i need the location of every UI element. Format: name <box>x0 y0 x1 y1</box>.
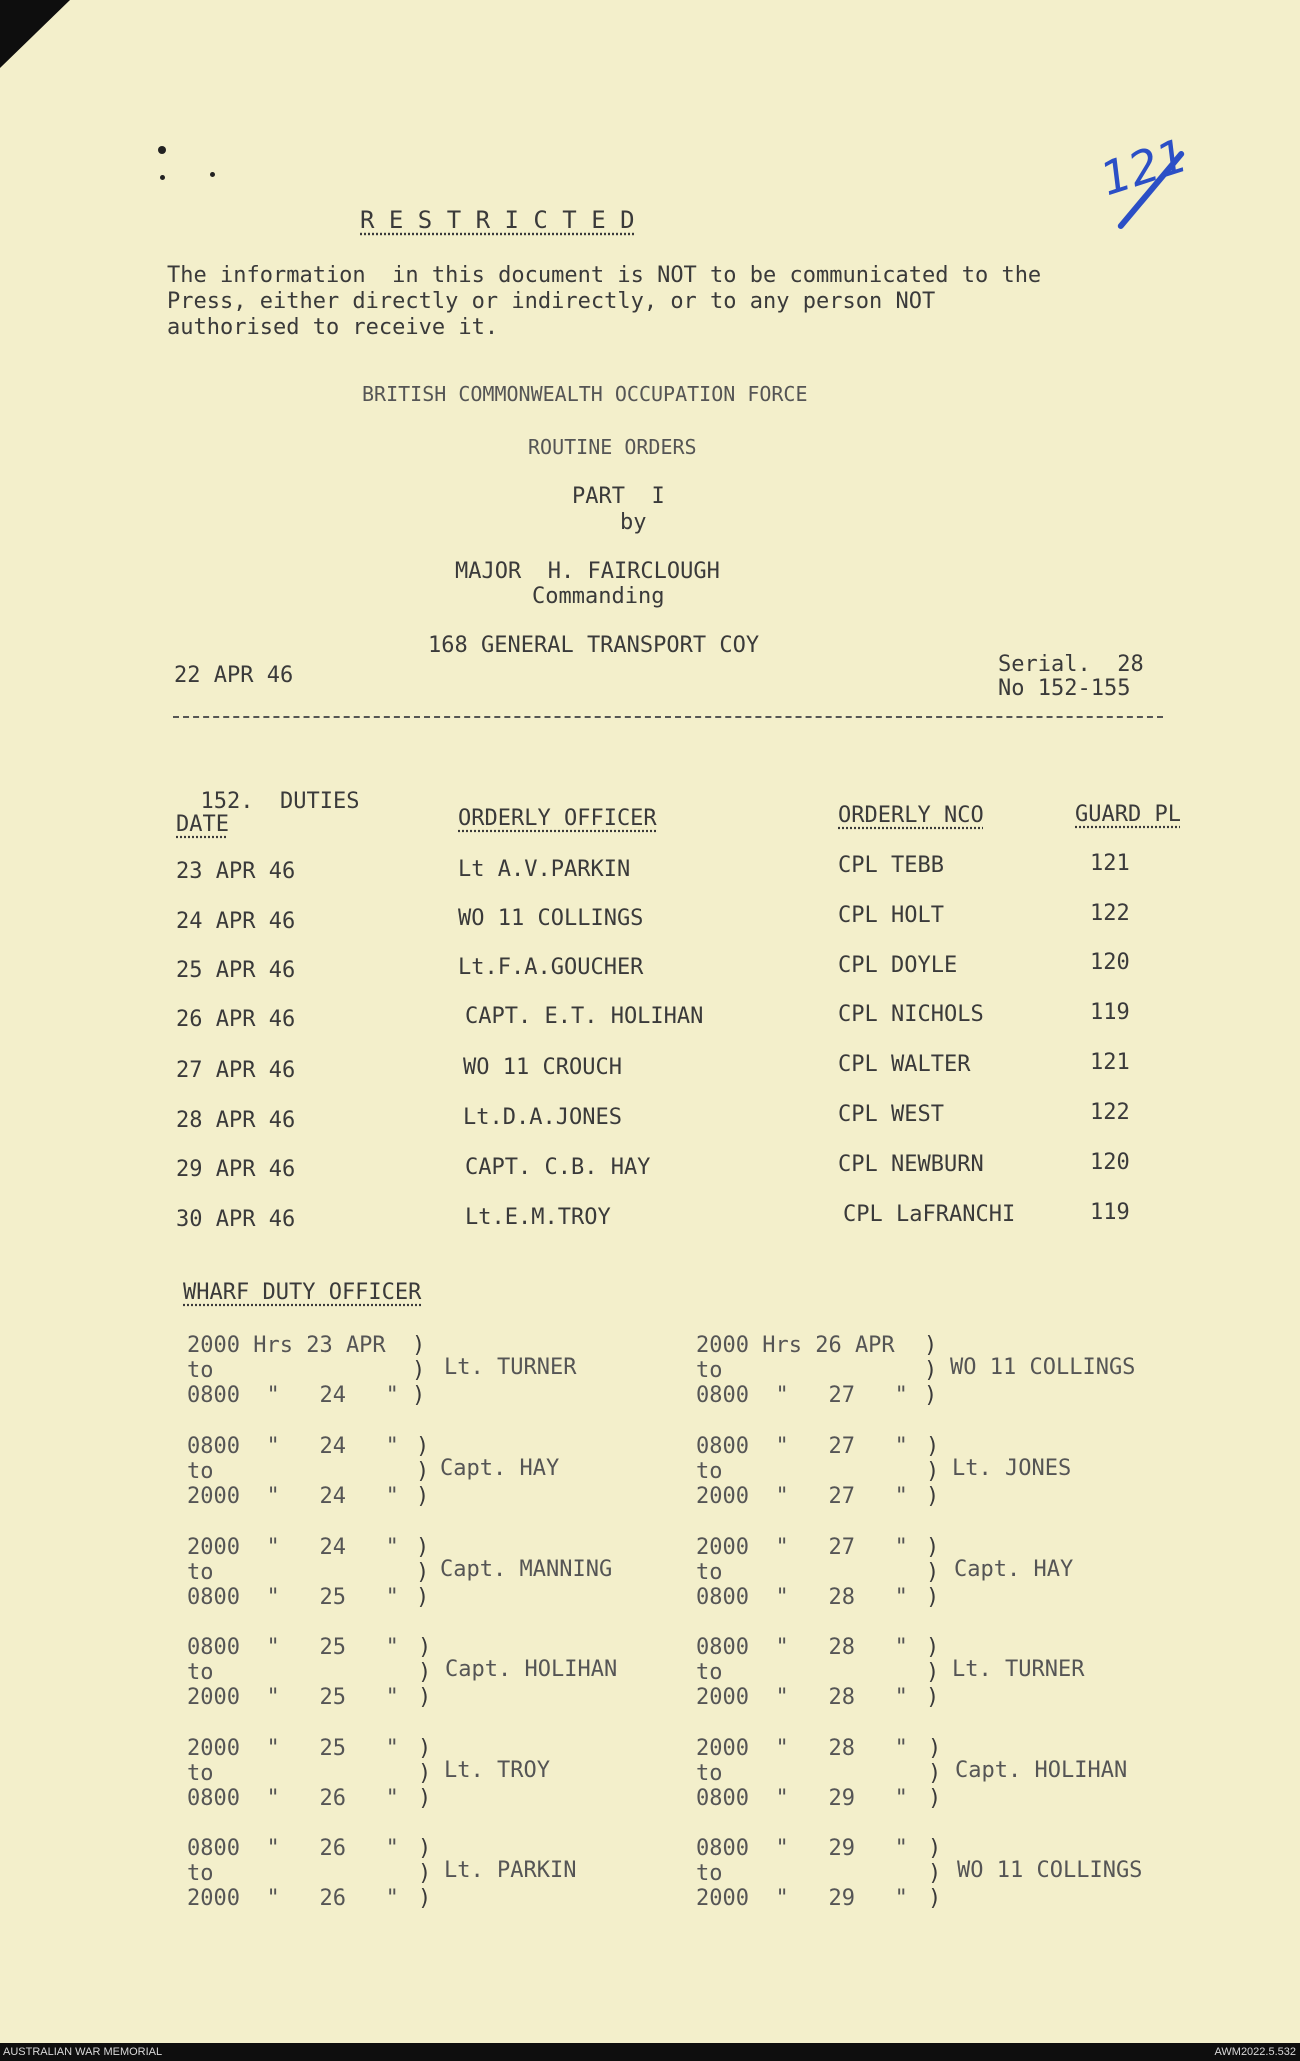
table-row-date: 26 APR 46 <box>176 1007 296 1032</box>
bracket: ) <box>412 1358 426 1383</box>
duties-heading-text: 152. DUTIES <box>200 789 360 814</box>
bracket: ) <box>928 1861 942 1886</box>
table-row-nco: CPL WALTER <box>838 1052 971 1077</box>
table-row-date: 24 APR 46 <box>176 909 296 934</box>
duties-heading <box>174 763 359 815</box>
wharf-left-from: 0800 " 25 " <box>187 1635 399 1660</box>
table-row-date: 27 APR 46 <box>176 1058 296 1083</box>
table-row-officer: Lt.E.M.TROY <box>465 1205 611 1230</box>
wharf-left-from: 0800 " 24 " <box>187 1434 399 1459</box>
bracket: ) <box>926 1660 940 1685</box>
bracket: ) <box>416 1484 430 1509</box>
routine-orders-title: ROUTINE ORDERS <box>528 435 697 459</box>
wharf-right-from: 2000 " 27 " <box>696 1535 908 1560</box>
bracket: ) <box>928 1786 942 1811</box>
table-row-officer: CAPT. C.B. HAY <box>465 1155 651 1180</box>
bracket: ) <box>418 1836 432 1861</box>
wharf-right-until: 2000 " 27 " <box>696 1484 908 1509</box>
bracket: ) <box>418 1685 432 1710</box>
wharf-right-from: 0800 " 28 " <box>696 1635 908 1660</box>
wharf-right-until: 2000 " 28 " <box>696 1685 908 1710</box>
wharf-left-from: 2000 " 25 " <box>187 1736 399 1761</box>
wharf-right-to: to <box>696 1560 723 1585</box>
table-row-date: 23 APR 46 <box>176 859 296 884</box>
bracket: ) <box>418 1660 432 1685</box>
bracket: ) <box>928 1736 942 1761</box>
wharf-heading: WHARF DUTY OFFICER <box>183 1280 422 1305</box>
wharf-right-officer: Lt. TURNER <box>952 1657 1085 1682</box>
wharf-right-until: 0800 " 29 " <box>696 1786 908 1811</box>
bracket: ) <box>926 1685 940 1710</box>
wharf-right-officer: Capt. HOLIHAN <box>955 1758 1128 1783</box>
column-header-guard-pl: GUARD PL <box>1075 802 1181 827</box>
bracket: ) <box>926 1484 940 1509</box>
bracket: ) <box>418 1786 432 1811</box>
bracket: ) <box>418 1886 432 1911</box>
table-row-officer: CAPT. E.T. HOLIHAN <box>465 1004 704 1029</box>
commanding-label: Commanding <box>532 584 665 609</box>
wharf-left-officer: Lt. TURNER <box>444 1355 577 1380</box>
bracket: ) <box>418 1736 432 1761</box>
table-row-officer: Lt.F.A.GOUCHER <box>458 955 644 980</box>
wharf-left-to: to <box>187 1358 214 1383</box>
table-row-guard: 121 <box>1090 851 1130 876</box>
org-title: BRITISH COMMONWEALTH OCCUPATION FORCE <box>362 382 808 406</box>
table-row-date: 28 APR 46 <box>176 1108 296 1133</box>
wharf-right-from: 0800 " 27 " <box>696 1434 908 1459</box>
wharf-right-officer: Lt. JONES <box>952 1456 1072 1481</box>
major-name: MAJOR H. FAIRCLOUGH <box>455 559 720 584</box>
serial-label: Serial. 28 <box>998 652 1144 677</box>
wharf-right-officer: Capt. HAY <box>954 1557 1074 1582</box>
table-row-guard: 120 <box>1090 1150 1130 1175</box>
punch-hole <box>158 146 166 154</box>
punch-hole <box>160 175 165 180</box>
table-row-guard: 122 <box>1090 901 1130 926</box>
bracket: ) <box>418 1635 432 1660</box>
wharf-right-officer: WO 11 COLLINGS <box>957 1858 1143 1883</box>
wharf-right-from: 2000 " 28 " <box>696 1736 908 1761</box>
footer-item-id: AWM2022.5.532 <box>1214 2046 1296 2058</box>
table-row-officer: WO 11 CROUCH <box>463 1055 622 1080</box>
wharf-left-until: 2000 " 26 " <box>187 1886 399 1911</box>
bracket: ) <box>418 1761 432 1786</box>
section-divider <box>173 716 1163 718</box>
table-row-officer: Lt A.V.PARKIN <box>458 857 631 882</box>
wharf-left-from: 0800 " 26 " <box>187 1836 399 1861</box>
wharf-left-until: 2000 " 24 " <box>187 1484 399 1509</box>
restricted-label: R E S T R I C T E D <box>360 206 635 234</box>
unit-name: 168 GENERAL TRANSPORT COY <box>428 633 760 658</box>
wharf-left-to: to <box>187 1861 214 1886</box>
wharf-left-to: to <box>187 1459 214 1484</box>
table-row-officer: WO 11 COLLINGS <box>458 906 644 931</box>
wharf-left-officer: Capt. HOLIHAN <box>445 1657 618 1682</box>
wharf-left-from: 2000 " 24 " <box>187 1535 399 1560</box>
column-header-date: DATE <box>176 812 229 837</box>
bracket: ) <box>416 1434 430 1459</box>
wharf-left-officer: Lt. PARKIN <box>444 1858 577 1883</box>
wharf-right-from: 2000 Hrs 26 APR <box>696 1333 895 1358</box>
wharf-left-until: 2000 " 25 " <box>187 1685 399 1710</box>
wharf-right-to: to <box>696 1358 723 1383</box>
column-header-orderly-nco: ORDERLY NCO <box>838 803 984 828</box>
table-row-guard: 119 <box>1090 1000 1130 1025</box>
bracket: ) <box>928 1886 942 1911</box>
wharf-left-until: 0800 " 24 " <box>187 1383 399 1408</box>
bracket: ) <box>926 1585 940 1610</box>
wharf-left-officer: Capt. MANNING <box>440 1557 613 1582</box>
bracket: ) <box>416 1535 430 1560</box>
table-row-nco: CPL DOYLE <box>838 953 958 978</box>
wharf-left-officer: Capt. HAY <box>440 1456 560 1481</box>
wharf-left-to: to <box>187 1560 214 1585</box>
bracket: ) <box>928 1761 942 1786</box>
table-row-nco: CPL HOLT <box>838 903 944 928</box>
bracket: ) <box>412 1333 426 1358</box>
wharf-left-until: 0800 " 26 " <box>187 1786 399 1811</box>
part-title: PART I <box>572 484 665 509</box>
notice-line-1: The information in this document is NOT to be communicated to the <box>167 263 1042 288</box>
wharf-left-officer: Lt. TROY <box>444 1758 550 1783</box>
table-row-guard: 120 <box>1090 950 1130 975</box>
by-label: by <box>620 510 647 535</box>
table-row-guard: 121 <box>1090 1050 1130 1075</box>
bracket: ) <box>416 1560 430 1585</box>
wharf-right-officer: WO 11 COLLINGS <box>950 1355 1136 1380</box>
wharf-right-to: to <box>696 1660 723 1685</box>
table-row-guard: 119 <box>1090 1200 1130 1225</box>
table-row-nco: CPL NICHOLS <box>838 1002 984 1027</box>
bracket: ) <box>926 1459 940 1484</box>
bracket: ) <box>924 1358 938 1383</box>
bracket: ) <box>412 1383 426 1408</box>
wharf-right-until: 0800 " 27 " <box>696 1383 908 1408</box>
wharf-left-to: to <box>187 1660 214 1685</box>
wharf-left-to: to <box>187 1761 214 1786</box>
punch-hole <box>210 172 215 177</box>
table-row-date: 25 APR 46 <box>176 958 296 983</box>
bracket: ) <box>416 1459 430 1484</box>
bracket: ) <box>418 1861 432 1886</box>
table-row-date: 30 APR 46 <box>176 1207 296 1232</box>
notice-line-3: authorised to receive it. <box>167 315 499 340</box>
serial-number: No 152-155 <box>998 676 1131 701</box>
bracket: ) <box>926 1560 940 1585</box>
bracket: ) <box>926 1434 940 1459</box>
bracket: ) <box>924 1383 938 1408</box>
wharf-right-to: to <box>696 1861 723 1886</box>
wharf-right-from: 0800 " 29 " <box>696 1836 908 1861</box>
bracket: ) <box>924 1333 938 1358</box>
bracket: ) <box>416 1585 430 1610</box>
table-row-date: 29 APR 46 <box>176 1157 296 1182</box>
folio-number: 121 <box>1093 127 1195 207</box>
bracket: ) <box>928 1836 942 1861</box>
table-row-nco: CPL LaFRANCHI <box>843 1202 1016 1227</box>
document-date: 22 APR 46 <box>174 663 294 688</box>
table-row-nco: CPL NEWBURN <box>838 1152 984 1177</box>
wharf-right-to: to <box>696 1459 723 1484</box>
footer-archive-label: AUSTRALIAN WAR MEMORIAL <box>3 2046 163 2058</box>
table-row-officer: Lt.D.A.JONES <box>463 1105 622 1130</box>
wharf-left-until: 0800 " 25 " <box>187 1585 399 1610</box>
wharf-right-until: 2000 " 29 " <box>696 1886 908 1911</box>
bracket: ) <box>926 1635 940 1660</box>
table-row-guard: 122 <box>1090 1100 1130 1125</box>
notice-line-2: Press, either directly or indirectly, or to any person NOT <box>167 289 936 314</box>
bracket: ) <box>926 1535 940 1560</box>
wharf-right-until: 0800 " 28 " <box>696 1585 908 1610</box>
table-row-nco: CPL TEBB <box>838 853 944 878</box>
wharf-right-to: to <box>696 1761 723 1786</box>
table-row-nco: CPL WEST <box>838 1102 944 1127</box>
wharf-left-from: 2000 Hrs 23 APR <box>187 1333 386 1358</box>
column-header-orderly-officer: ORDERLY OFFICER <box>458 806 657 831</box>
